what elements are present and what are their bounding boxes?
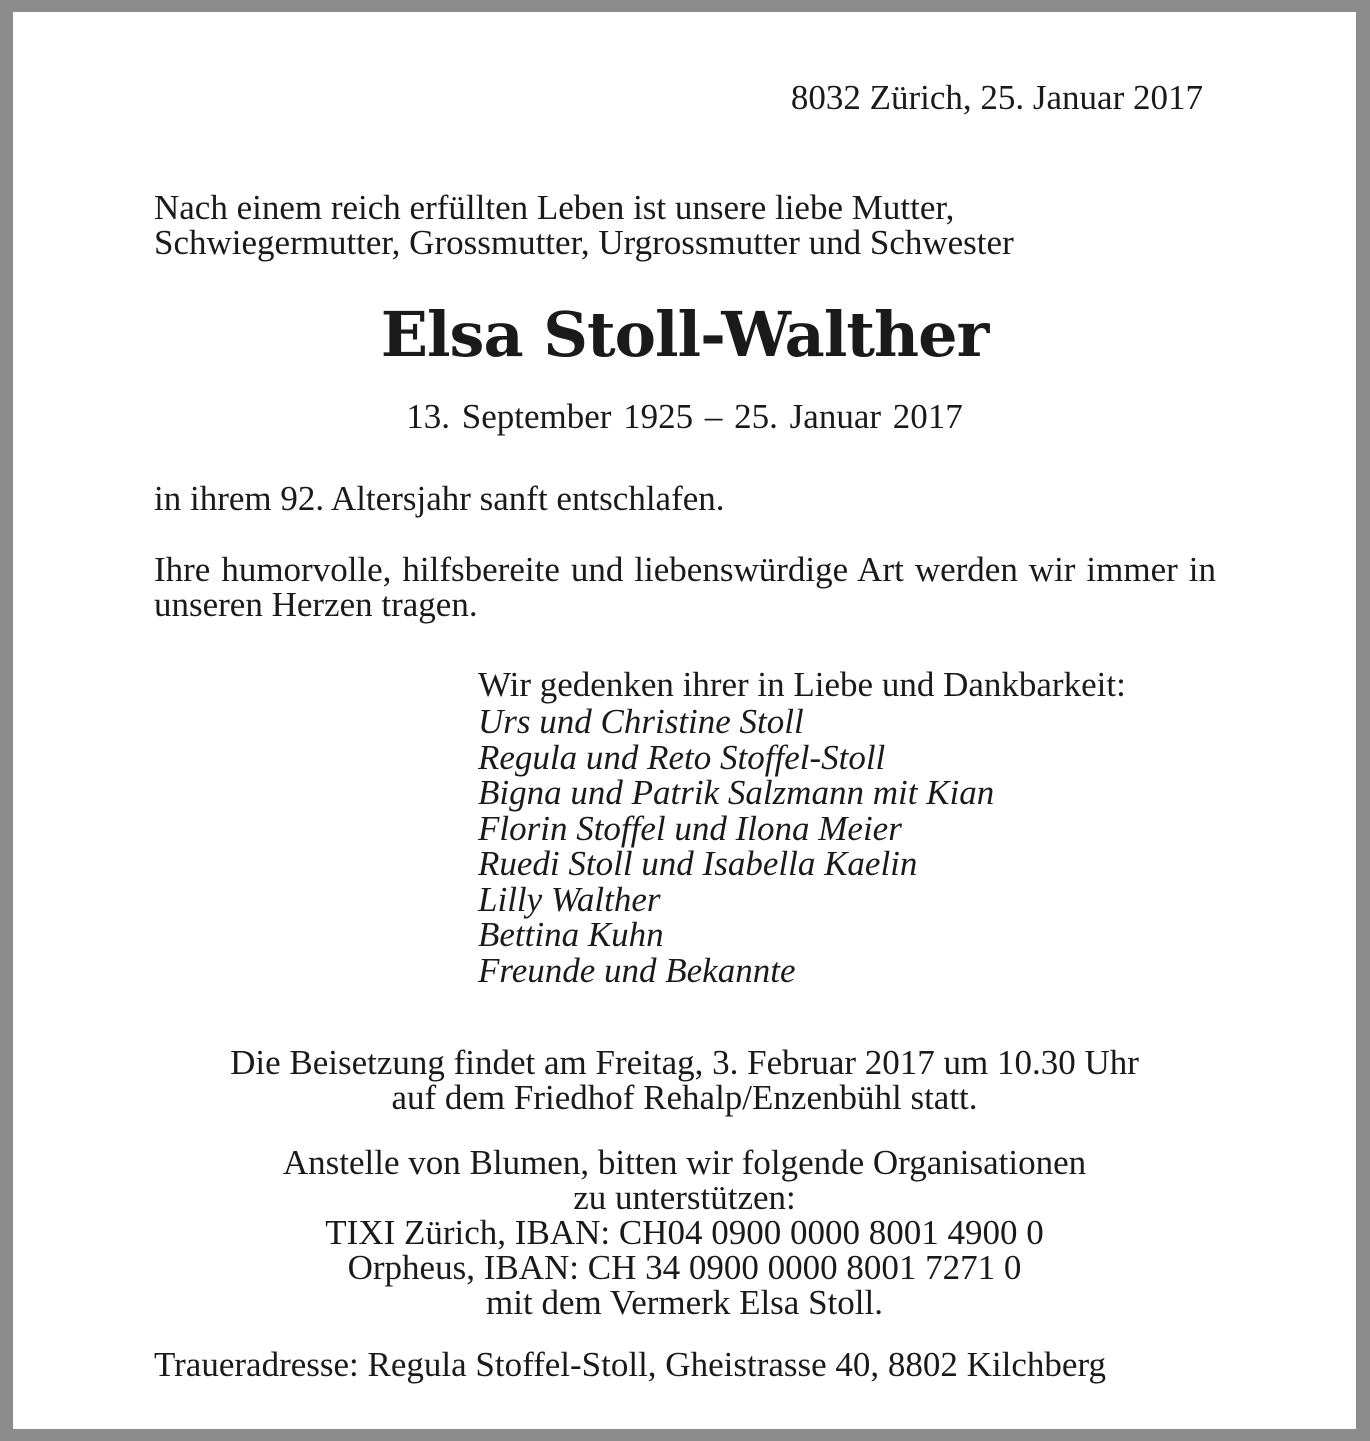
mourner-name: Lilly Walther xyxy=(478,879,661,919)
mourners-list xyxy=(478,704,994,988)
age-line: in ihrem 92. Altersjahr sanft entschlafen. xyxy=(154,479,725,518)
mourner-name: Urs und Christine Stoll xyxy=(478,702,804,741)
donation-line-2: zu unterstützen: xyxy=(573,1178,796,1217)
mourner-name: Bettina Kuhn xyxy=(478,915,664,954)
mourner-name: Bigna und Patrik Salzmann mit Kian xyxy=(478,773,995,812)
mourner-name: Freunde und Bekannte xyxy=(478,950,796,990)
mourner-name: Regula und Reto Stoffel-Stoll xyxy=(478,737,886,777)
donation-iban-tixi: TIXI Zürich, IBAN: CH04 0900 0000 8001 4900 0 xyxy=(325,1213,1044,1252)
intro-line-2: Schwiegermutter, Grossmutter, Urgrossmutter und Schwester xyxy=(154,223,1014,262)
donation-note: mit dem Vermerk Elsa Stoll. xyxy=(486,1283,883,1322)
intro-text xyxy=(154,190,1014,260)
donation-iban-orpheus: Orpheus, IBAN: CH 34 0900 0000 8001 7271 0 xyxy=(347,1248,1022,1287)
funeral-line-1: Die Beisetzung findet am Freitag, 3. Februar 2017 um 10.30 Uhr xyxy=(230,1043,1139,1082)
donation-info xyxy=(13,1145,1356,1320)
character-text: Ihre humorvolle, hilfsbereite und liebenswürdige Art werden wir immer in unseren Herzen tragen. xyxy=(154,550,1216,624)
mourners-heading: Wir gedenken ihrer in Liebe und Dankbarkeit: xyxy=(478,665,1126,704)
mourning-address: Traueradresse: Regula Stoffel-Stoll, Gheistrasse 40, 8802 Kilchberg xyxy=(154,1345,1106,1384)
intro-line-1: Nach einem reich erfüllten Leben ist unsere liebe Mutter, xyxy=(154,188,955,227)
funeral-info xyxy=(13,1045,1356,1115)
deceased-name: Elsa Stoll-Walther xyxy=(380,298,989,371)
mourner-name: Florin Stoffel und Ilona Meier xyxy=(478,808,902,848)
lifespan-dates: 13. September 1925 – 25. Januar 2017 xyxy=(406,397,963,436)
obituary-notice xyxy=(13,12,1356,1429)
mourner-name: Ruedi Stoll und Isabella Kaelin xyxy=(478,844,918,883)
place-date: 8032 Zürich, 25. Januar 2017 xyxy=(790,78,1203,117)
donation-line-1: Anstelle von Blumen, bitten wir folgende Organisationen xyxy=(282,1143,1087,1182)
funeral-line-2: auf dem Friedhof Rehalp/Enzenbühl statt. xyxy=(391,1078,978,1117)
